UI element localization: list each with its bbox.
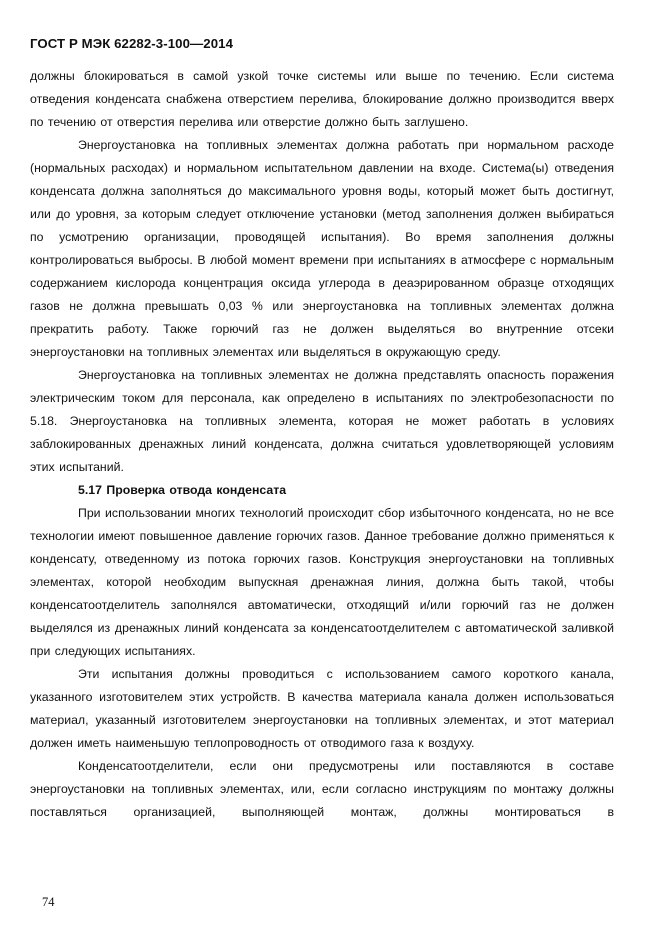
paragraph-electrical-safety: Энергоустановка на топливных элементах не должна представлять опасность поражения электрическим током для персонала, как определено в испытаниях по электробезопасности по 5.18. Энергоустановка на топливных элемента, которая не может работать в условиях заблокированных дренажных линий конденсата, должна считаться удовлетворяющей условиям этих испытаний. [30, 368, 614, 474]
paragraph-test-procedure: Энергоустановка на топливных элементах должна работать при нормальном расходе (нормальных расходах) и нормальном испытательном давлении на входе. Система(ы) отведения конденсата должна заполняться до максимального уровня воды, который может быть достигнут, или до уровня, за которым следует отключение установки (метод заполнения должен выбираться по усмотрению организации, проводящей испытания). Во время заполнения должны контролироваться выбросы. В любой момент времени при испытаниях в атмосфере с нормальным содержанием кислорода концентрация оксида углерода в деаэрированном образце отходящих газов не должна превышать 0,03 % или энергоустановка на топливных элементах должна прекратить работу. Также горючий газ не должен выделяться во внутренние отсеки энергоустановки на топливных элементах или выделяться в окружающую среду. [30, 138, 614, 359]
paragraph-test-channel: Эти испытания должны проводиться с использованием самого короткого канала, указанного изготовителем этих устройств. В качества материала канала должен использоваться материал, указанный изготовителем энергоустановки на топливных элементах, и этот материал должен иметь наименьшую теплопроводность от отводимого газа к воздуху. [30, 667, 614, 750]
paragraph-condensate-traps: Конденсатоотделители, если они предусмотрены или поставляются в составе энергоустановки на топливных элементах, или, если согласно инструкциям по монтажу должны поставляться организацией, выполняющей монтаж, должны монтироваться в [30, 759, 614, 819]
page-number: 74 [42, 895, 55, 909]
body-text [30, 65, 614, 824]
standard-header: ГОСТ Р МЭК 62282-3-100—2014 [30, 36, 234, 51]
paragraph-condensate-technologies: При использовании многих технологий происходит сбор избыточного конденсата, но не все технологии имеют повышенное давление горючих газов. Данное требование должно применяться к конденсату, отведенному из потока горючих газов. Конструкция энергоустановки на топливных элементах, которой необходим выпускная дренажная линия, должна быть такой, чтобы конденсатоотделитель заполнялся автоматически, отходящий и/или горючий газ не должен выделялся из дренажных линий конденсата за конденсатоотделителем с автоматической заливкой при следующих испытаниях. [30, 506, 614, 658]
paragraph-continuation: должны блокироваться в самой узкой точке системы или выше по течению. Если система отведения конденсата снабжена отверстием перелива, блокирование должно производится вверх по течению от отверстия перелива или отверстие должно быть заглушено. [30, 69, 614, 129]
section-heading: 5.17 Проверка отвода конденсата [78, 483, 287, 497]
